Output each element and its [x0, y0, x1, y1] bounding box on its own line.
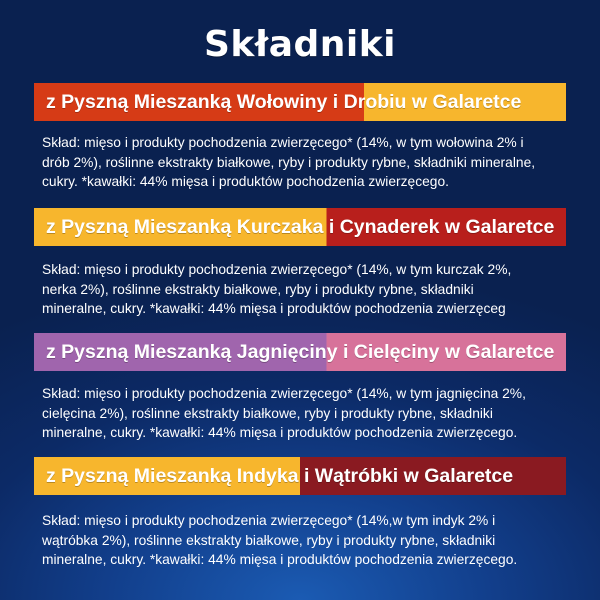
section-heading-label: z Pyszną Mieszanką Indyka i Wątróbki w Galaretce [46, 464, 514, 487]
description-line: cielęcina 2%), roślinne ekstrakty białkowe, ryby i produkty rybne, składniki [42, 405, 493, 421]
section-heading-chicken-kidney [34, 208, 566, 246]
description-line: nerka 2%), roślinne ekstrakty białkowe, ryby i produkty rybne, składniki [42, 281, 474, 297]
description-line: mineralne, cukry. *kawałki: 44% mięsa i produktów pochodzenia zwierzęceg [42, 301, 506, 316]
description-line: mineralne, cukry. *kawałki: 44% mięsa i produktów pochodzenia zwierzęcego. [42, 552, 518, 567]
section-description-lamb-veal [42, 384, 562, 443]
section-heading-beef-poultry [34, 83, 566, 121]
description-line: Skład: mięso i produkty pochodzenia zwierzęcego* (14%, w tym jagnięcina 2%, [42, 386, 526, 401]
description-line: drób 2%), roślinne ekstrakty białkowe, ryby i produkty rybne, składniki mineralne, [42, 154, 536, 170]
description-line: Skład: mięso i produkty pochodzenia zwierzęcego* (14%, w tym kurczak 2%, [42, 262, 512, 277]
section-heading-label: z Pyszną Mieszanką Wołowiny i Drobiu w Galaretce [46, 90, 522, 113]
section-description-beef-poultry [42, 133, 562, 192]
section-heading-label: z Pyszną Mieszanką Jagnięciny i Cielęciny w Galaretce [46, 340, 555, 363]
description-line: Skład: mięso i produkty pochodzenia zwierzęcego* (14%,w tym indyk 2% i [42, 513, 496, 528]
section-heading-lamb-veal [34, 333, 566, 371]
section-heading-label: z Pyszną Mieszanką Kurczaka i Cynaderek w Galaretce [46, 215, 555, 238]
section-heading-turkey-liver [34, 457, 566, 495]
section-description-turkey-liver [42, 511, 562, 570]
page-title: Składniki [203, 24, 397, 65]
section-description-chicken-kidney [42, 260, 562, 319]
description-line: wątróbka 2%), roślinne ekstrakty białkowe, ryby i produkty rybne, składniki [42, 532, 496, 548]
description-line: Skład: mięso i produkty pochodzenia zwierzęcego* (14%, w tym wołowina 2% i [42, 135, 524, 150]
description-line: cukry. *kawałki: 44% mięsa i produktów pochodzenia zwierzęcego. [42, 174, 449, 189]
description-line: mineralne, cukry. *kawałki: 44% mięsa i produktów pochodzenia zwierzęcego. [42, 425, 518, 440]
